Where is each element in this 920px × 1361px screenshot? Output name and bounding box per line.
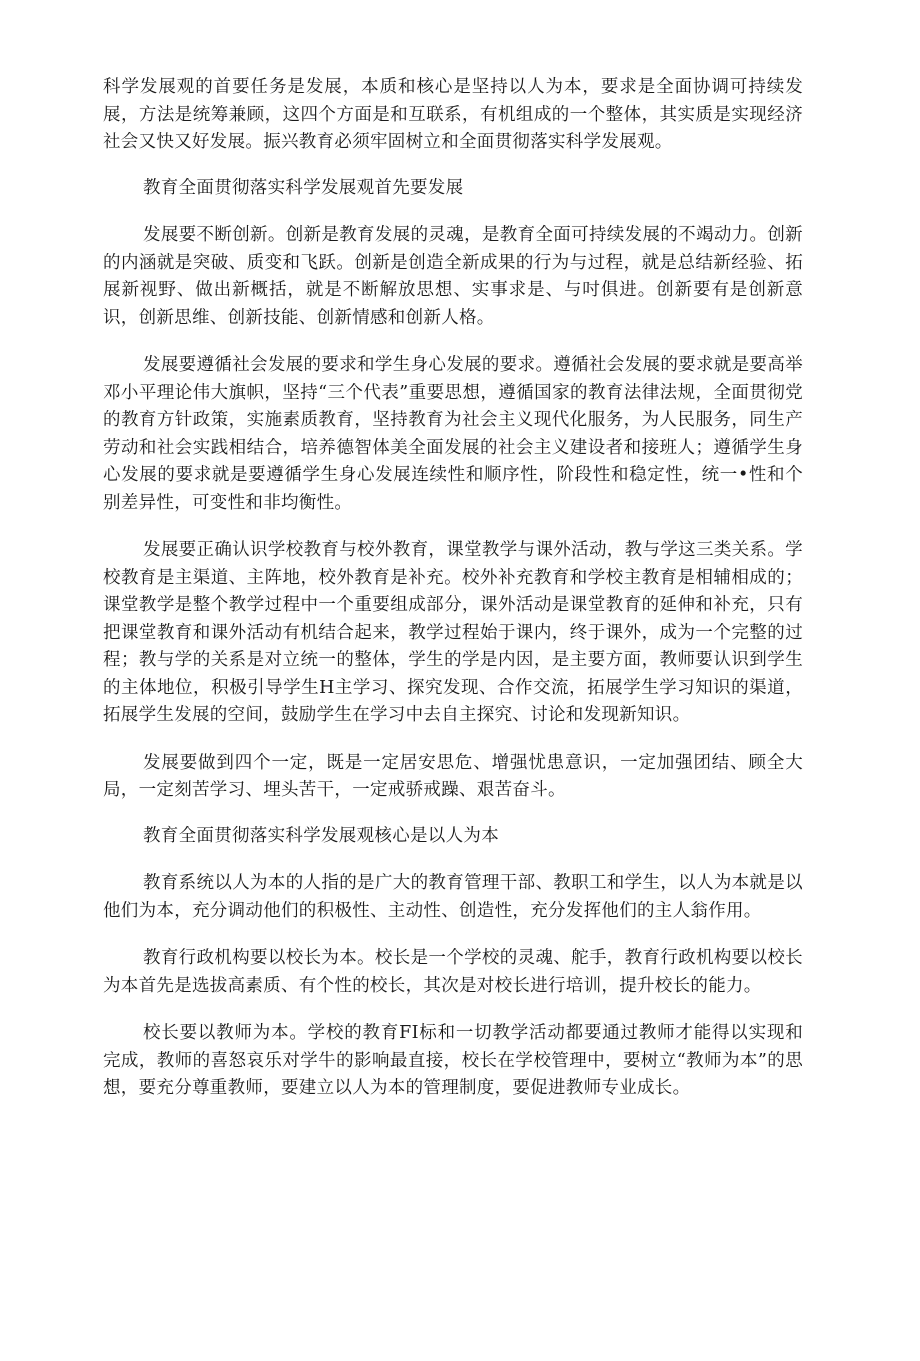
paragraph-teacher: 校长要以教师为本。学校的教育FI标和一切教学活动都要通过教师才能得以实现和完成，教师的喜怒哀乐对学牛的影响最直接，校长在学校管理中，要树立“教师为本”的思想，要充分尊重教师，要建立以人为本的管理制度，要促进教师专业成长。 — [103, 1023, 803, 1098]
paragraph-four-musts: 发展要做到四个一定，既是一定居安思危、增强忧患意识，一定加强团结、顾全大局，一定刻苦学习、埋头苦干，一定戒骄戒躁、艰苦奋斗。 — [103, 752, 803, 800]
section-heading-development: 教育全面贯彻落实科学发展观首先要发展 — [143, 177, 464, 198]
paragraph-innovation: 发展要不断创新。创新是教育发展的灵魂，是教育全面可持续发展的不竭动力。创新的内涵就是突破、质变和飞跃。创新是创造全新成果的行为与过程，就是总结新经验、拓展新视野、做出新概括，就是不断解放思想、实事求是、与吋俱进。创新要有是创新意识，创新思维、创新技能、创新情感和创新人格。 — [103, 225, 803, 328]
paragraph-education-system: 教育系统以人为本的人指的是广大的教育管理干部、教职工和学生，以人为本就是以他们为本，充分调动他们的积极性、主动性、创造性，充分发挥他们的主人翁作用。 — [103, 873, 803, 921]
paragraph-three-relations: 发展要正确认识学校教育与校外教育，课堂教学与课外活动，教与学这三类关系。学校教育是主渠道、主阵地，校外教育是补充。校外补充教育和学校主教育是相辅相成的；课堂教学是整个教学过程中一个重要组成部分，课外活动是课堂教育的延伸和补充，只有把课堂教育和课外活动有机结合起来，教学过程始于课内，终于课外，成为一个完整的过程；教与学的关系是对立统一的整体，学生的学是内因，是主要方面，教师要认识到学生的主体地位，积极引导学生H主学习、探究发现、合作交流，拓展学生学习知识的渠道，拓展学生发展的空间，鼓励学生在学习中去自主探究、讨论和发现新知识。 — [103, 540, 803, 725]
section-heading-people-oriented: 教育全面贯彻落实科学发展观核心是以人为本 — [143, 825, 499, 846]
paragraph-social-requirements: 发展要遵循社会发展的要求和学生身心发展的要求。遵循社会发展的要求就是要高举邓小平理论伟大旗帜，坚持“三个代表”重要思想，遵循国家的教育法律法规，全面贯彻党的教育方针政策，实施素质教育，坚持教育为社会主义现代化服务，为人民服务，同生产劳动和社会实践相结合，培养德智体美全面发展的社会主义建设者和接班人；遵循学生身心发展的要求就是要遵循学生身心发展连续性和顺序性，阶段性和稳定性，统一•性和个别差异性，可变性和非均衡性。 — [103, 355, 803, 513]
paragraph-principal: 教育行政机构要以校长为本。校长是一个学校的灵魂、舵手，教育行政机构要以校长为本首先是选拔高素质、有个性的校长，其次是对校长进行培训，提升校长的能力。 — [103, 948, 803, 996]
paragraph-intro: 科学发展观的首要任务是发展，本质和核心是坚持以人为本，要求是全面协调可持续发展，方法是统筹兼顾，这四个方面是和互联系，有机组成的一个整体，其实质是实现经济社会又快又好发展。振兴教育必须牢固树立和全面贯彻落实科学发展观。 — [103, 77, 803, 152]
document-page — [103, 74, 803, 1103]
